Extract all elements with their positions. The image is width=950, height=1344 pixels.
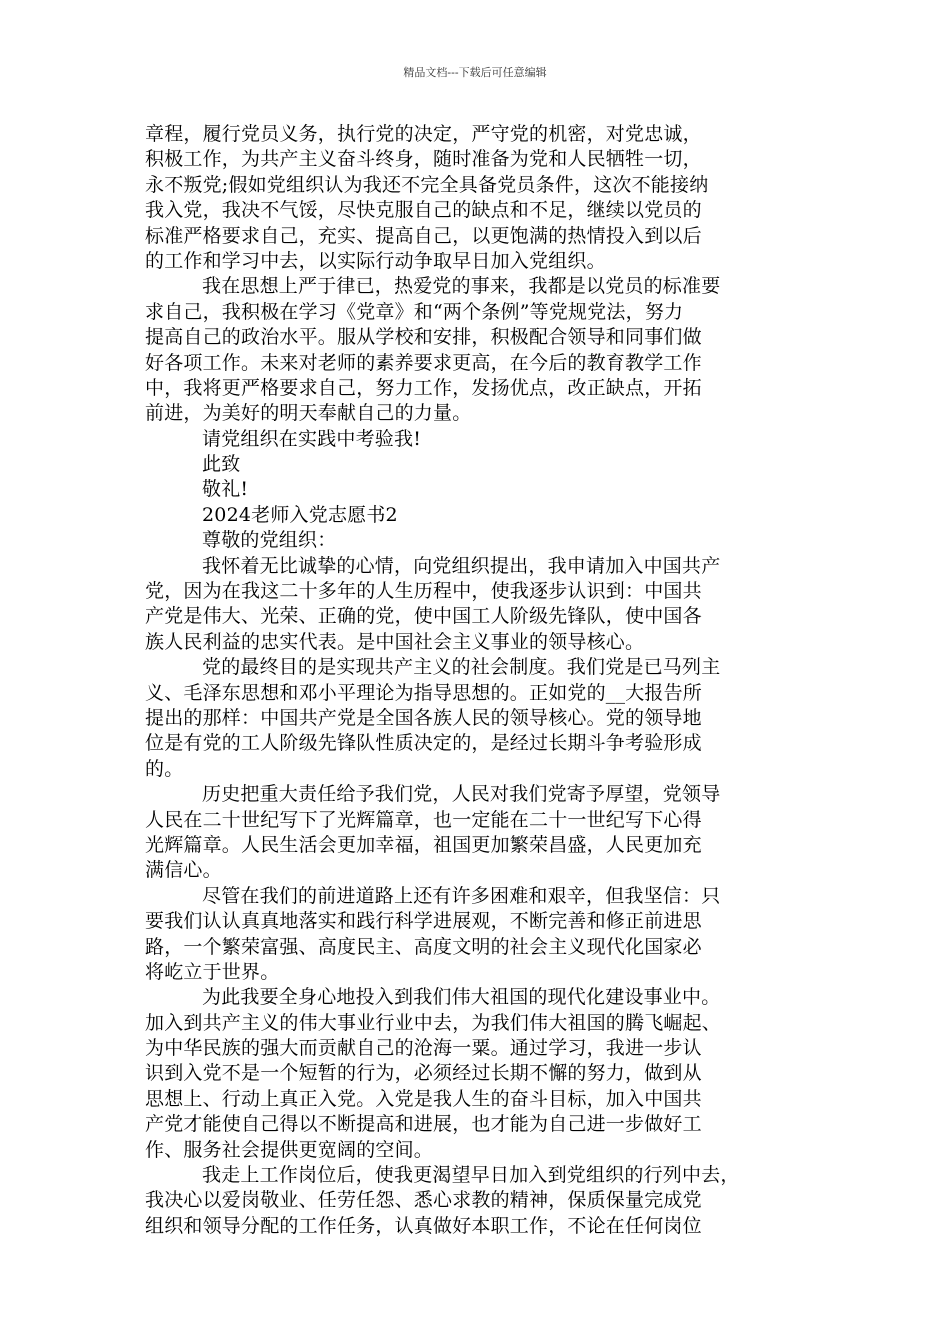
- text-line: 要我们认认真真地落实和践行科学进展观，不断完善和修正前进思: [145, 910, 702, 933]
- text-line: 的。: [145, 757, 184, 780]
- text-line: 历史把重大责任给予我们党，人民对我们党寄予厚望，党领导: [202, 783, 721, 806]
- text-line: 提出的那样：中国共产党是全国各族人民的领导核心。党的领导地: [145, 706, 702, 729]
- text-line: 组织和领导分配的工作任务，认真做好本职工作，不论在任何岗位: [145, 1214, 702, 1237]
- text-line: 尊敬的党组织：: [202, 529, 337, 552]
- text-line: 求自己，我积极在学习《党章》和“两个条例”等党规党法，努力: [145, 300, 684, 323]
- text-line: 人民在二十世纪写下了光辉篇章，也一定能在二十一世纪写下心得: [145, 808, 702, 831]
- text-line: 尽管在我们的前进道路上还有许多困难和艰辛，但我坚信：只: [202, 884, 721, 907]
- text-line: 的工作和学习中去，以实际行动争取早日加入党组织。: [145, 249, 606, 272]
- page-header: 精品文档---下载后可任意编辑: [403, 66, 547, 79]
- text-line: 敬礼!: [202, 478, 249, 501]
- text-line: 我走上工作岗位后，使我更渴望早日加入到党组织的行列中去，: [202, 1164, 740, 1187]
- text-line: 思想上、行动上真正入党。入党是我人生的奋斗目标，加入中国共: [145, 1087, 702, 1110]
- text-line: 中，我将更严格要求自己，努力工作，发扬优点，改正缺点，开拓: [145, 376, 702, 399]
- text-line: 党的最终目的是实现共产主义的社会制度。我们党是已马列主: [202, 656, 721, 679]
- text-line: 提高自己的政治水平。服从学校和安排，积极配合领导和同事们做: [145, 326, 702, 349]
- text-line: 好各项工作。未来对老师的素养要求更高，在今后的教育教学工作: [145, 351, 702, 374]
- text-line: 2024老师入党志愿书2: [202, 503, 398, 526]
- text-line: 党，因为在我这二十多年的人生历程中，使我逐步认识到：中国共: [145, 580, 702, 603]
- text-line: 满信心。: [145, 859, 222, 882]
- text-line: 积极工作，为共产主义奋斗终身，随时准备为党和人民牺牲一切，: [145, 148, 702, 171]
- text-line: 章程，履行党员义务，执行党的决定，严守党的机密，对党忠诚，: [145, 123, 702, 145]
- text-line: 此致: [202, 453, 241, 476]
- text-line: 识到入党不是一个短暂的行为，必须经过长期不懈的努力，做到从: [145, 1062, 702, 1085]
- text-line: 我入党，我决不气馁，尽快克服自己的缺点和不足，继续以党员的: [145, 199, 702, 222]
- text-line: 我怀着无比诚挚的心情，向党组织提出，我申请加入中国共产: [202, 554, 721, 577]
- text-line: 标准严格要求自己，充实、提高自己，以更饱满的热情投入到以后: [145, 224, 702, 247]
- text-line: 义、毛泽东思想和邓小平理论为指导思想的。正如党的__大报告所: [145, 681, 703, 704]
- text-line: 路，一个繁荣富强、高度民主、高度文明的社会主义现代化国家必: [145, 935, 702, 958]
- text-line: 产党才能使自己得以不断提高和进展，也才能为自己进一步做好工: [145, 1113, 702, 1136]
- text-line: 前进，为美好的明天奉献自己的力量。: [145, 402, 472, 425]
- text-line: 为此我要全身心地投入到我们伟大祖国的现代化建设事业中。: [202, 986, 721, 1009]
- text-line: 请党组织在实践中考验我!: [202, 427, 422, 450]
- text-line: 为中华民族的强大而贡献自己的沧海一粟。通过学习，我进一步认: [145, 1037, 702, 1060]
- text-line: 位是有党的工人阶级先锋队性质决定的，是经过长期斗争考验形成: [145, 732, 702, 755]
- text-line: 作、服务社会提供更宽阔的空间。: [145, 1138, 434, 1161]
- text-line: 将屹立于世界。: [145, 960, 280, 983]
- text-line: 光辉篇章。人民生活会更加幸福，祖国更加繁荣昌盛，人民更加充: [145, 833, 702, 856]
- text-line: 加入到共产主义的伟大事业行业中去，为我们伟大祖国的腾飞崛起、: [145, 1011, 722, 1034]
- text-line: 产党是伟大、光荣、正确的党，使中国工人阶级先锋队，使中国各: [145, 605, 702, 628]
- text-line: 永不叛党;假如党组织认为我还不完全具备党员条件，这次不能接纳: [145, 173, 709, 196]
- text-line: 族人民利益的忠实代表。是中国社会主义事业的领导核心。: [145, 630, 645, 653]
- document-body: [145, 122, 815, 1239]
- text-line: 我决心以爱岗敬业、任劳任怨、悉心求教的精神，保质保量完成党: [145, 1189, 702, 1212]
- text-line: 我在思想上严于律已，热爱党的事来，我都是以党员的标准要: [202, 275, 721, 298]
